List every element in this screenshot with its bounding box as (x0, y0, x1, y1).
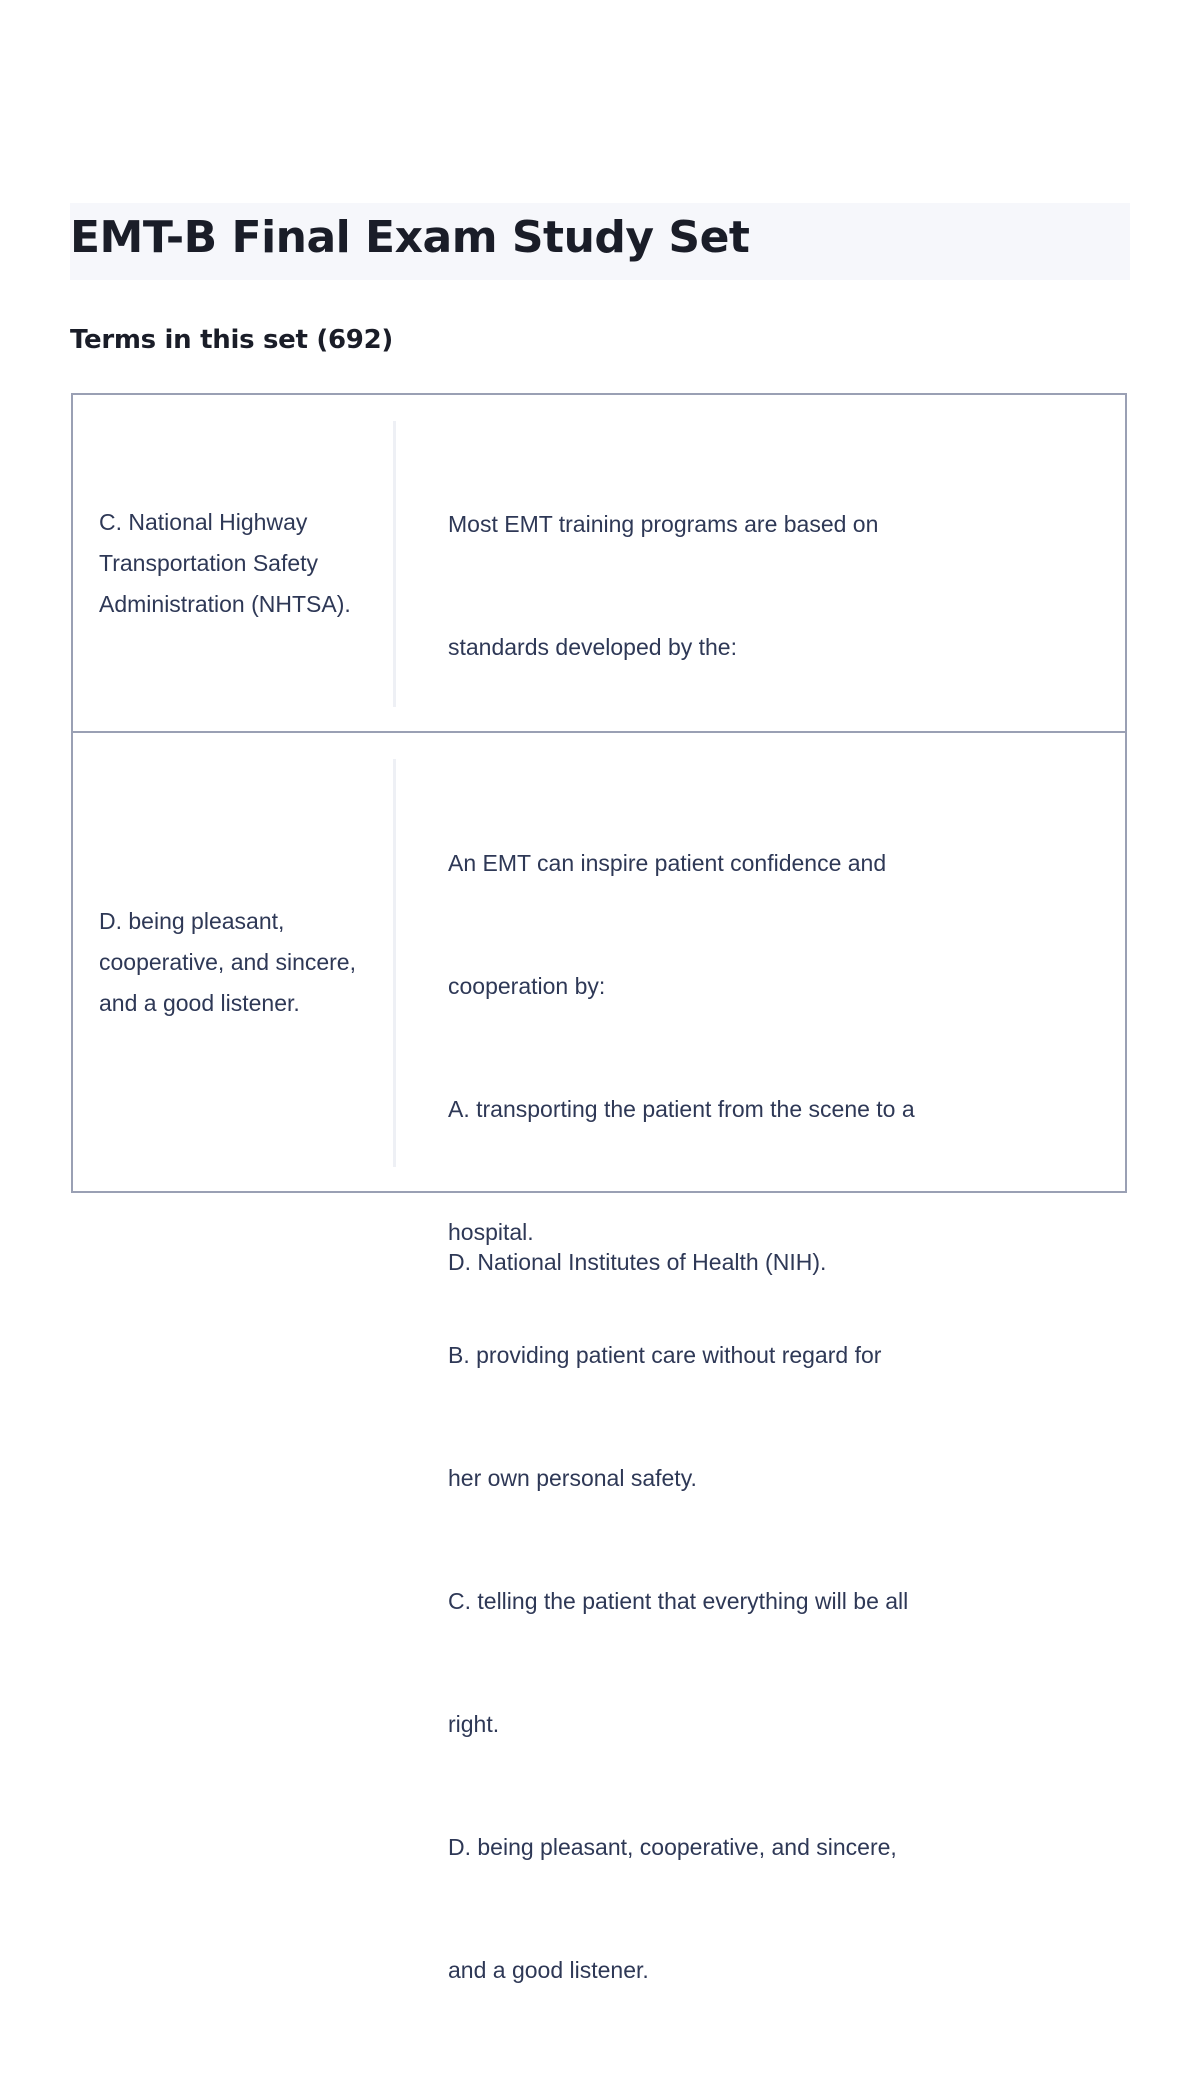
terms-count-heading: Terms in this set (692) (70, 325, 393, 355)
term-answer (99, 733, 369, 1191)
option-c: C. telling the patient that everything will be all (448, 1588, 909, 1614)
term-answer-text: D. being pleasant, cooperative, and sincere, and a good listener. (99, 907, 356, 1016)
question-line: standards developed by the: (448, 634, 737, 660)
question-line: cooperation by: (448, 973, 606, 999)
option-a: A. transporting the patient from the scene to a (448, 1096, 915, 1122)
term-answer (99, 395, 369, 731)
option-a-continued: hospital. (448, 1219, 534, 1245)
question-line: An EMT can inspire patient confidence and (448, 850, 887, 876)
option-d-continued: and a good listener. (448, 1957, 649, 1983)
term-question (448, 761, 1008, 2073)
card-divider (393, 759, 396, 1167)
page-title: EMT-B Final Exam Study Set (70, 212, 750, 263)
option-c-continued: right. (448, 1711, 500, 1737)
question-line: Most EMT training programs are based on (448, 511, 879, 537)
option-b: B. providing patient care without regard for (448, 1342, 882, 1368)
option-b-continued: her own personal safety. (448, 1465, 697, 1491)
term-answer-text: C. National Highway Transportation Safety Administration (NHTSA). (99, 508, 351, 617)
card-divider (393, 421, 396, 707)
option-d: D. being pleasant, cooperative, and sincere, (448, 1834, 897, 1860)
option-d: D. National Institutes of Health (NIH). (448, 1249, 827, 1275)
